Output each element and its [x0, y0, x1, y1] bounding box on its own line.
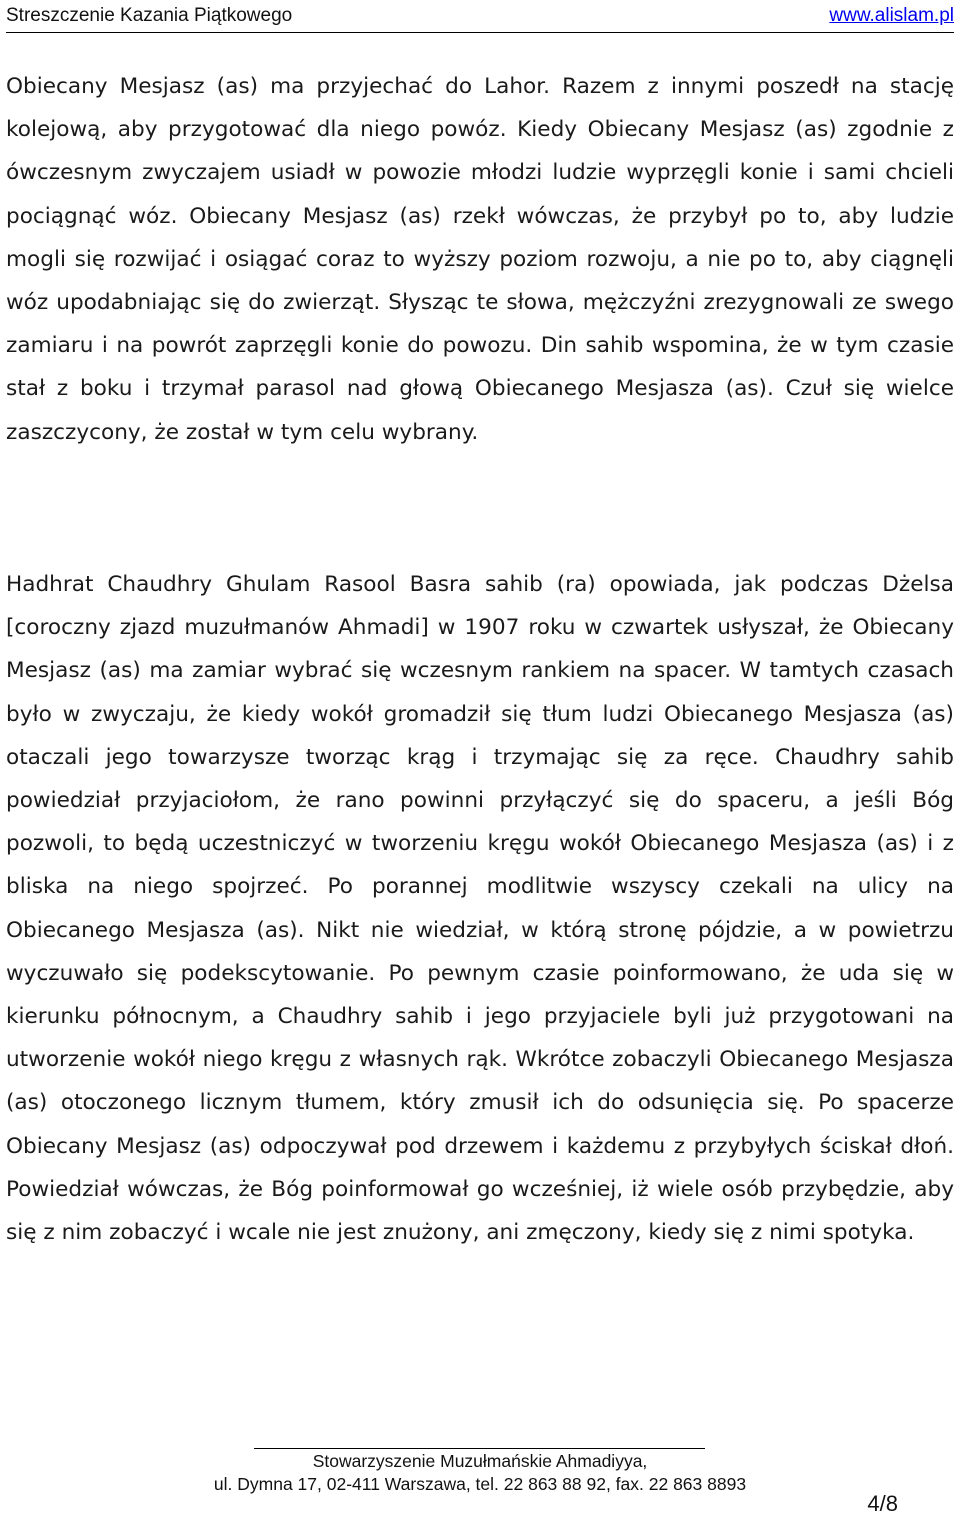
- footer-address: ul. Dymna 17, 02-411 Warszawa, tel. 22 863 88 92, fax. 22 863 8893: [213, 1474, 747, 1494]
- website-link[interactable]: www.alislam.pl: [829, 5, 954, 26]
- page-header: [6, 0, 954, 33]
- footer-organization: Stowarzyszenie Muzułmańskie Ahmadiyya,: [312, 1451, 648, 1471]
- footer-divider: [254, 1448, 705, 1449]
- page-footer: [0, 1450, 960, 1496]
- paragraph-2-container: [6, 563, 954, 1254]
- paragraph-2: Hadhrat Chaudhry Ghulam Rasool Basra sahib (ra) opowiada, jak podczas Dżelsa [coroczny zjazd muzułmanów Ahmadi] w 1907 roku w czwartek usłyszał, że Obiecany Mesjasz (as) ma zamiar wybrać się wczesnym rankiem na spacer. W tamtych czasach było w zwyczaju, że kiedy wokół gromadził się tłum ludzi Obiecanego Mesjasza (as) otaczali jego towarzysze tworząc krąg i trzymając się za ręce. Chaudhry sahib powiedział przyjaciołom, że rano powinni przyłączyć się do spaceru, a jeśli Bóg pozwoli, to będą uczestniczyć w tworzeniu kręgu wokół Obiecanego Mesjasza (as) i z bliska na niego spojrzeć. Po porannej modlitwie wszyscy czekali na ulicy na Obiecanego Mesjasza (as). Nikt nie wiedział, w którą stronę pójdzie, a w powietrzu wyczuwało się podekscytowanie. Po pewnym czasie poinformowano, że uda się w kierunku północnym, a Chaudhry sahib i jego przyjaciele byli już przygotowani na utworzenie wokół niego kręgu z własnych rąk. Wkrótce zobaczyli Obiecanego Mesjasza (as) otoczonego licznym tłumem, który zmusił ich do odsunięcia się. Po spacerze Obiecany Mesjasz (as) odpoczywał pod drzewem i każdemu z przybyłych ściskał dłoń. Powiedział wówczas, że Bóg poinformował go wcześniej, iż wiele osób przybędzie, aby się z nim zobaczyć i wcale nie jest znużony, ani zmęczony, kiedy się z nimi spotyka.: [6, 572, 954, 1246]
- document-title: Streszczenie Kazania Piątkowego: [6, 5, 293, 26]
- page-number: 4/8: [867, 1491, 898, 1516]
- paragraph-1: Obiecany Mesjasz (as) ma przyjechać do Lahor. Razem z innymi poszedł na stację kolejową, aby przygotować dla niego powóz. Kiedy Obiecany Mesjasz (as) zgodnie z ówczesnym zwyczajem usiadł w powozie młodzi ludzie wyprzęgli konie i sami chcieli pociągnąć wóz. Obiecany Mesjasz (as) rzekł wówczas, że przybył po to, aby ludzie mogli się rozwijać i osiągać coraz to wyższy poziom rozwoju, a nie po to, aby ciągnęli wóz upodabniając się do zwierząt. Słysząc te słowa, mężczyźni zrezygnowali ze swego zamiaru i na powrót zaprzęgli konie do powozu. Din sahib wspomina, że w tym czasie stał z boku i trzymał parasol nad głową Obiecanego Mesjasza (as). Czuł się wielce zaszczycony, że został w tym celu wybrany.: [6, 74, 954, 445]
- paragraph-1-container: [6, 65, 954, 454]
